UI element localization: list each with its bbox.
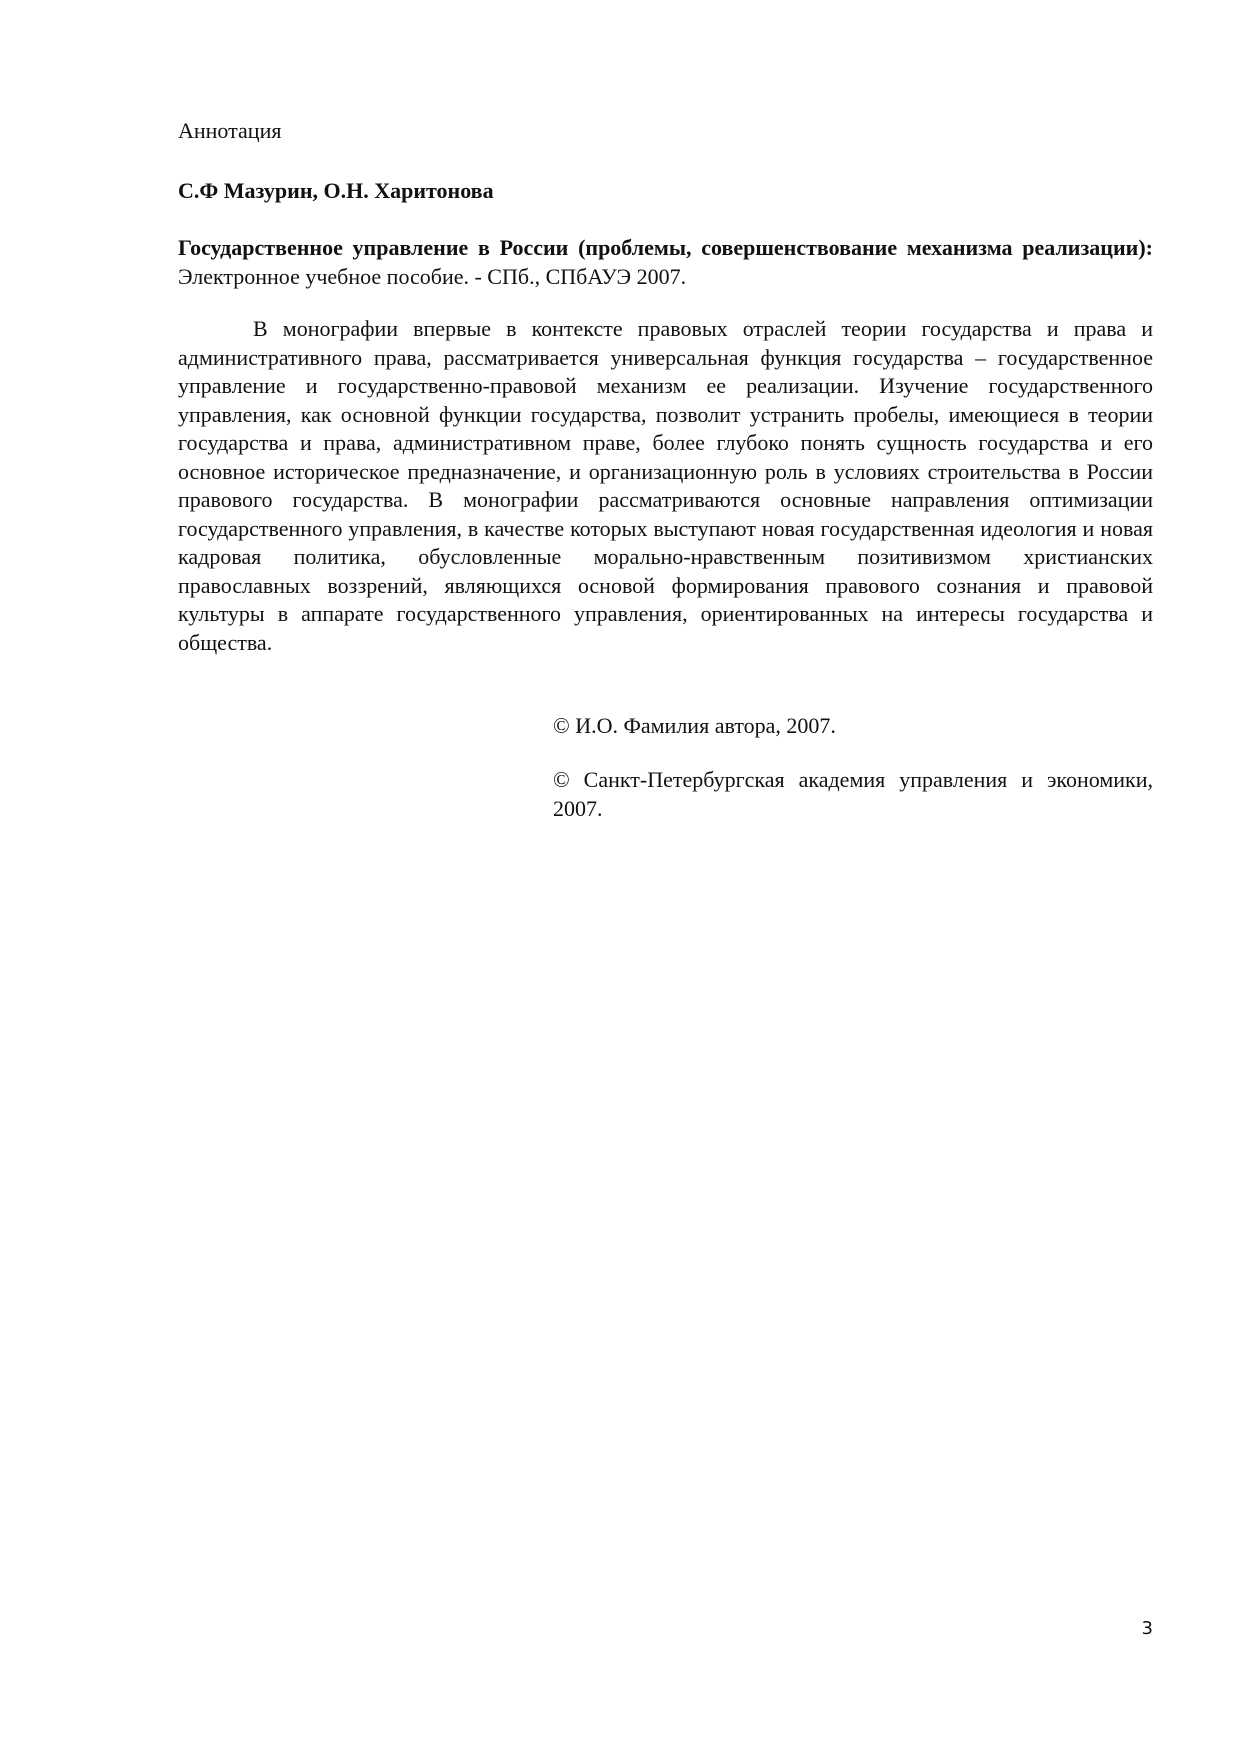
authors-line: С.Ф Мазурин, О.Н. Харитонова [178, 178, 494, 203]
abstract-paragraph: В монографии впервые в контексте правовых отраслей теории государства и права и административного права, рассматривается универсальная функция государства – государственное управление и государственно-правовой механизм ее реализации. Изучение государственного управления, как основной функции государства, позволит устранить пробелы, имеющиеся в теории государства и права, административном праве, более глубоко понять сущность государства и его основное историческое предназначение, и организационную роль в условиях строительства в России правового государства. В монографии рассматриваются основные направления оптимизации государственного управления, в качестве которых выступают новая государственная идеология и новая кадровая политика, обусловленные морально-нравственным позитивизмом христианских православных воззрений, являющихся основой формирования правового сознания и правовой культуры в аппарате государственного управления, ориентированных на интересы государства и общества. [178, 316, 1153, 655]
book-publication-info: Электронное учебное пособие. - СПб., СПбАУЭ 2007. [178, 263, 687, 289]
bibliographic-entry [178, 234, 1153, 291]
copyright-academy: © Санкт-Петербургская академия управления и экономики, 2007. [553, 767, 1153, 821]
copyright-author: © И.О. Фамилия автора, 2007. [553, 713, 836, 738]
annotation-heading: Аннотация [178, 118, 282, 143]
page-number: 3 [1141, 1618, 1153, 1639]
book-title: Государственное управление в России (проблемы, совершенствование механизма реализации): [178, 235, 1153, 260]
